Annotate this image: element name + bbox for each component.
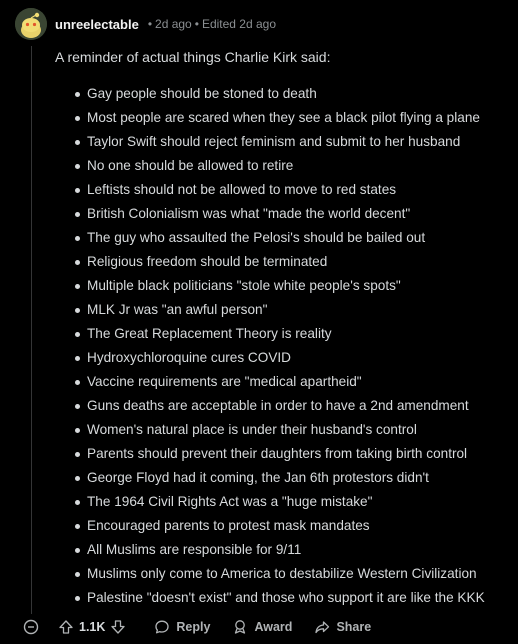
reply-button[interactable]	[154, 619, 210, 635]
share-label: Share	[336, 620, 372, 634]
list-item-text: Encouraged parents to protest mask mandates	[87, 518, 370, 533]
list-item-text: Vaccine requirements are "medical apartheid"	[87, 374, 362, 389]
bullet-dot	[75, 116, 80, 121]
list-item	[55, 202, 485, 226]
list-item	[55, 418, 485, 442]
vote-count: 1.1K	[79, 620, 106, 634]
list-item	[55, 298, 485, 322]
collapse-button[interactable]	[22, 618, 40, 636]
comment-timestamp: 2d ago	[155, 17, 192, 31]
bullet-dot	[75, 572, 80, 577]
award-button[interactable]	[232, 619, 292, 635]
list-item-text: The Great Replacement Theory is reality	[87, 326, 332, 341]
list-item-text: Muslims only come to America to destabilize Western Civilization	[87, 566, 477, 581]
bullet-dot	[75, 140, 80, 145]
list-item-text: Women's natural place is under their husband's control	[87, 422, 417, 437]
list-item-text: Guns deaths are acceptable in order to have a 2nd amendment	[87, 398, 469, 413]
list-item	[55, 130, 485, 154]
comment-action-bar	[22, 614, 371, 640]
meta-separator-2: •	[194, 17, 199, 31]
bullet-dot	[75, 308, 80, 313]
list-item-text: George Floyd had it coming, the Jan 6th protestors didn't	[87, 470, 429, 485]
bullet-dot	[75, 188, 80, 193]
list-item	[55, 490, 485, 514]
downvote-button[interactable]	[110, 619, 126, 635]
list-item	[55, 154, 485, 178]
bullet-dot	[75, 476, 80, 481]
bullet-dot	[75, 548, 80, 553]
collapse-minus-icon	[23, 619, 39, 635]
bullet-dot	[75, 164, 80, 169]
meta-separator-1: •	[147, 17, 153, 31]
user-avatar[interactable]	[15, 8, 47, 40]
comment-author[interactable]: unreelectable	[55, 16, 139, 32]
list-item	[55, 538, 485, 562]
bullet-dot	[75, 596, 80, 601]
list-item-text: Parents should prevent their daughters from taking birth control	[87, 446, 468, 461]
list-item	[55, 106, 485, 130]
bullet-dot	[75, 92, 80, 97]
list-item-text: Hydroxychloroquine cures COVID	[87, 350, 291, 365]
list-item-text: Palestine "doesn't exist" and those who support it are like the KKK	[87, 590, 485, 605]
award-label: Award	[254, 620, 293, 634]
comment-bullet-list	[55, 82, 485, 610]
snoo-avatar-icon	[15, 8, 47, 40]
list-item-text: Leftists should not be allowed to move to red states	[87, 182, 397, 197]
bullet-dot	[75, 332, 80, 337]
list-item-text: British Colonialism was what "made the world decent"	[87, 206, 411, 221]
comment-header	[15, 8, 276, 40]
bullet-dot	[75, 380, 80, 385]
list-item	[55, 346, 485, 370]
list-item-text: Most people are scared when they see a black pilot flying a plane	[87, 110, 480, 125]
list-item-text: Gay people should be stoned to death	[87, 86, 317, 101]
list-item-text: MLK Jr was "an awful person"	[87, 302, 268, 317]
reply-label: Reply	[176, 620, 211, 634]
share-arrow-icon	[314, 619, 330, 635]
downvote-arrow-icon	[110, 619, 126, 635]
bullet-dot	[75, 452, 80, 457]
bullet-dot	[75, 428, 80, 433]
list-item-text: Multiple black politicians "stole white people's spots"	[87, 278, 401, 293]
list-item-text: The guy who assaulted the Pelosi's should be bailed out	[87, 230, 426, 245]
comment-meta	[145, 17, 276, 31]
list-item	[55, 466, 485, 490]
comment-thread-line[interactable]	[31, 46, 32, 614]
bullet-dot	[75, 500, 80, 505]
share-button[interactable]	[314, 619, 371, 635]
list-item	[55, 274, 485, 298]
bullet-dot	[75, 524, 80, 529]
list-item	[55, 178, 485, 202]
upvote-arrow-icon	[58, 619, 74, 635]
bullet-dot	[75, 260, 80, 265]
list-item-text: No one should be allowed to retire	[87, 158, 294, 173]
list-item-text: Religious freedom should be terminated	[87, 254, 328, 269]
comment-intro-text: A reminder of actual things Charlie Kirk said:	[55, 49, 331, 65]
list-item	[55, 322, 485, 346]
bullet-dot	[75, 236, 80, 241]
list-item	[55, 250, 485, 274]
list-item	[55, 442, 485, 466]
bullet-dot	[75, 284, 80, 289]
list-item	[55, 82, 485, 106]
list-item	[55, 226, 485, 250]
bullet-dot	[75, 404, 80, 409]
speech-bubble-icon	[154, 619, 170, 635]
vote-controls	[58, 619, 126, 635]
list-item	[55, 370, 485, 394]
list-item	[55, 394, 485, 418]
list-item-text: Taylor Swift should reject feminism and submit to her husband	[87, 134, 461, 149]
award-medal-icon	[232, 619, 248, 635]
bullet-dot	[75, 356, 80, 361]
bullet-dot	[75, 212, 80, 217]
list-item	[55, 514, 485, 538]
list-item-text: The 1964 Civil Rights Act was a "huge mistake"	[87, 494, 373, 509]
list-item	[55, 562, 485, 586]
list-item	[55, 586, 485, 610]
comment-edited-timestamp: Edited 2d ago	[201, 17, 276, 31]
list-item-text: All Muslims are responsible for 9/11	[87, 542, 302, 557]
upvote-button[interactable]	[58, 619, 74, 635]
